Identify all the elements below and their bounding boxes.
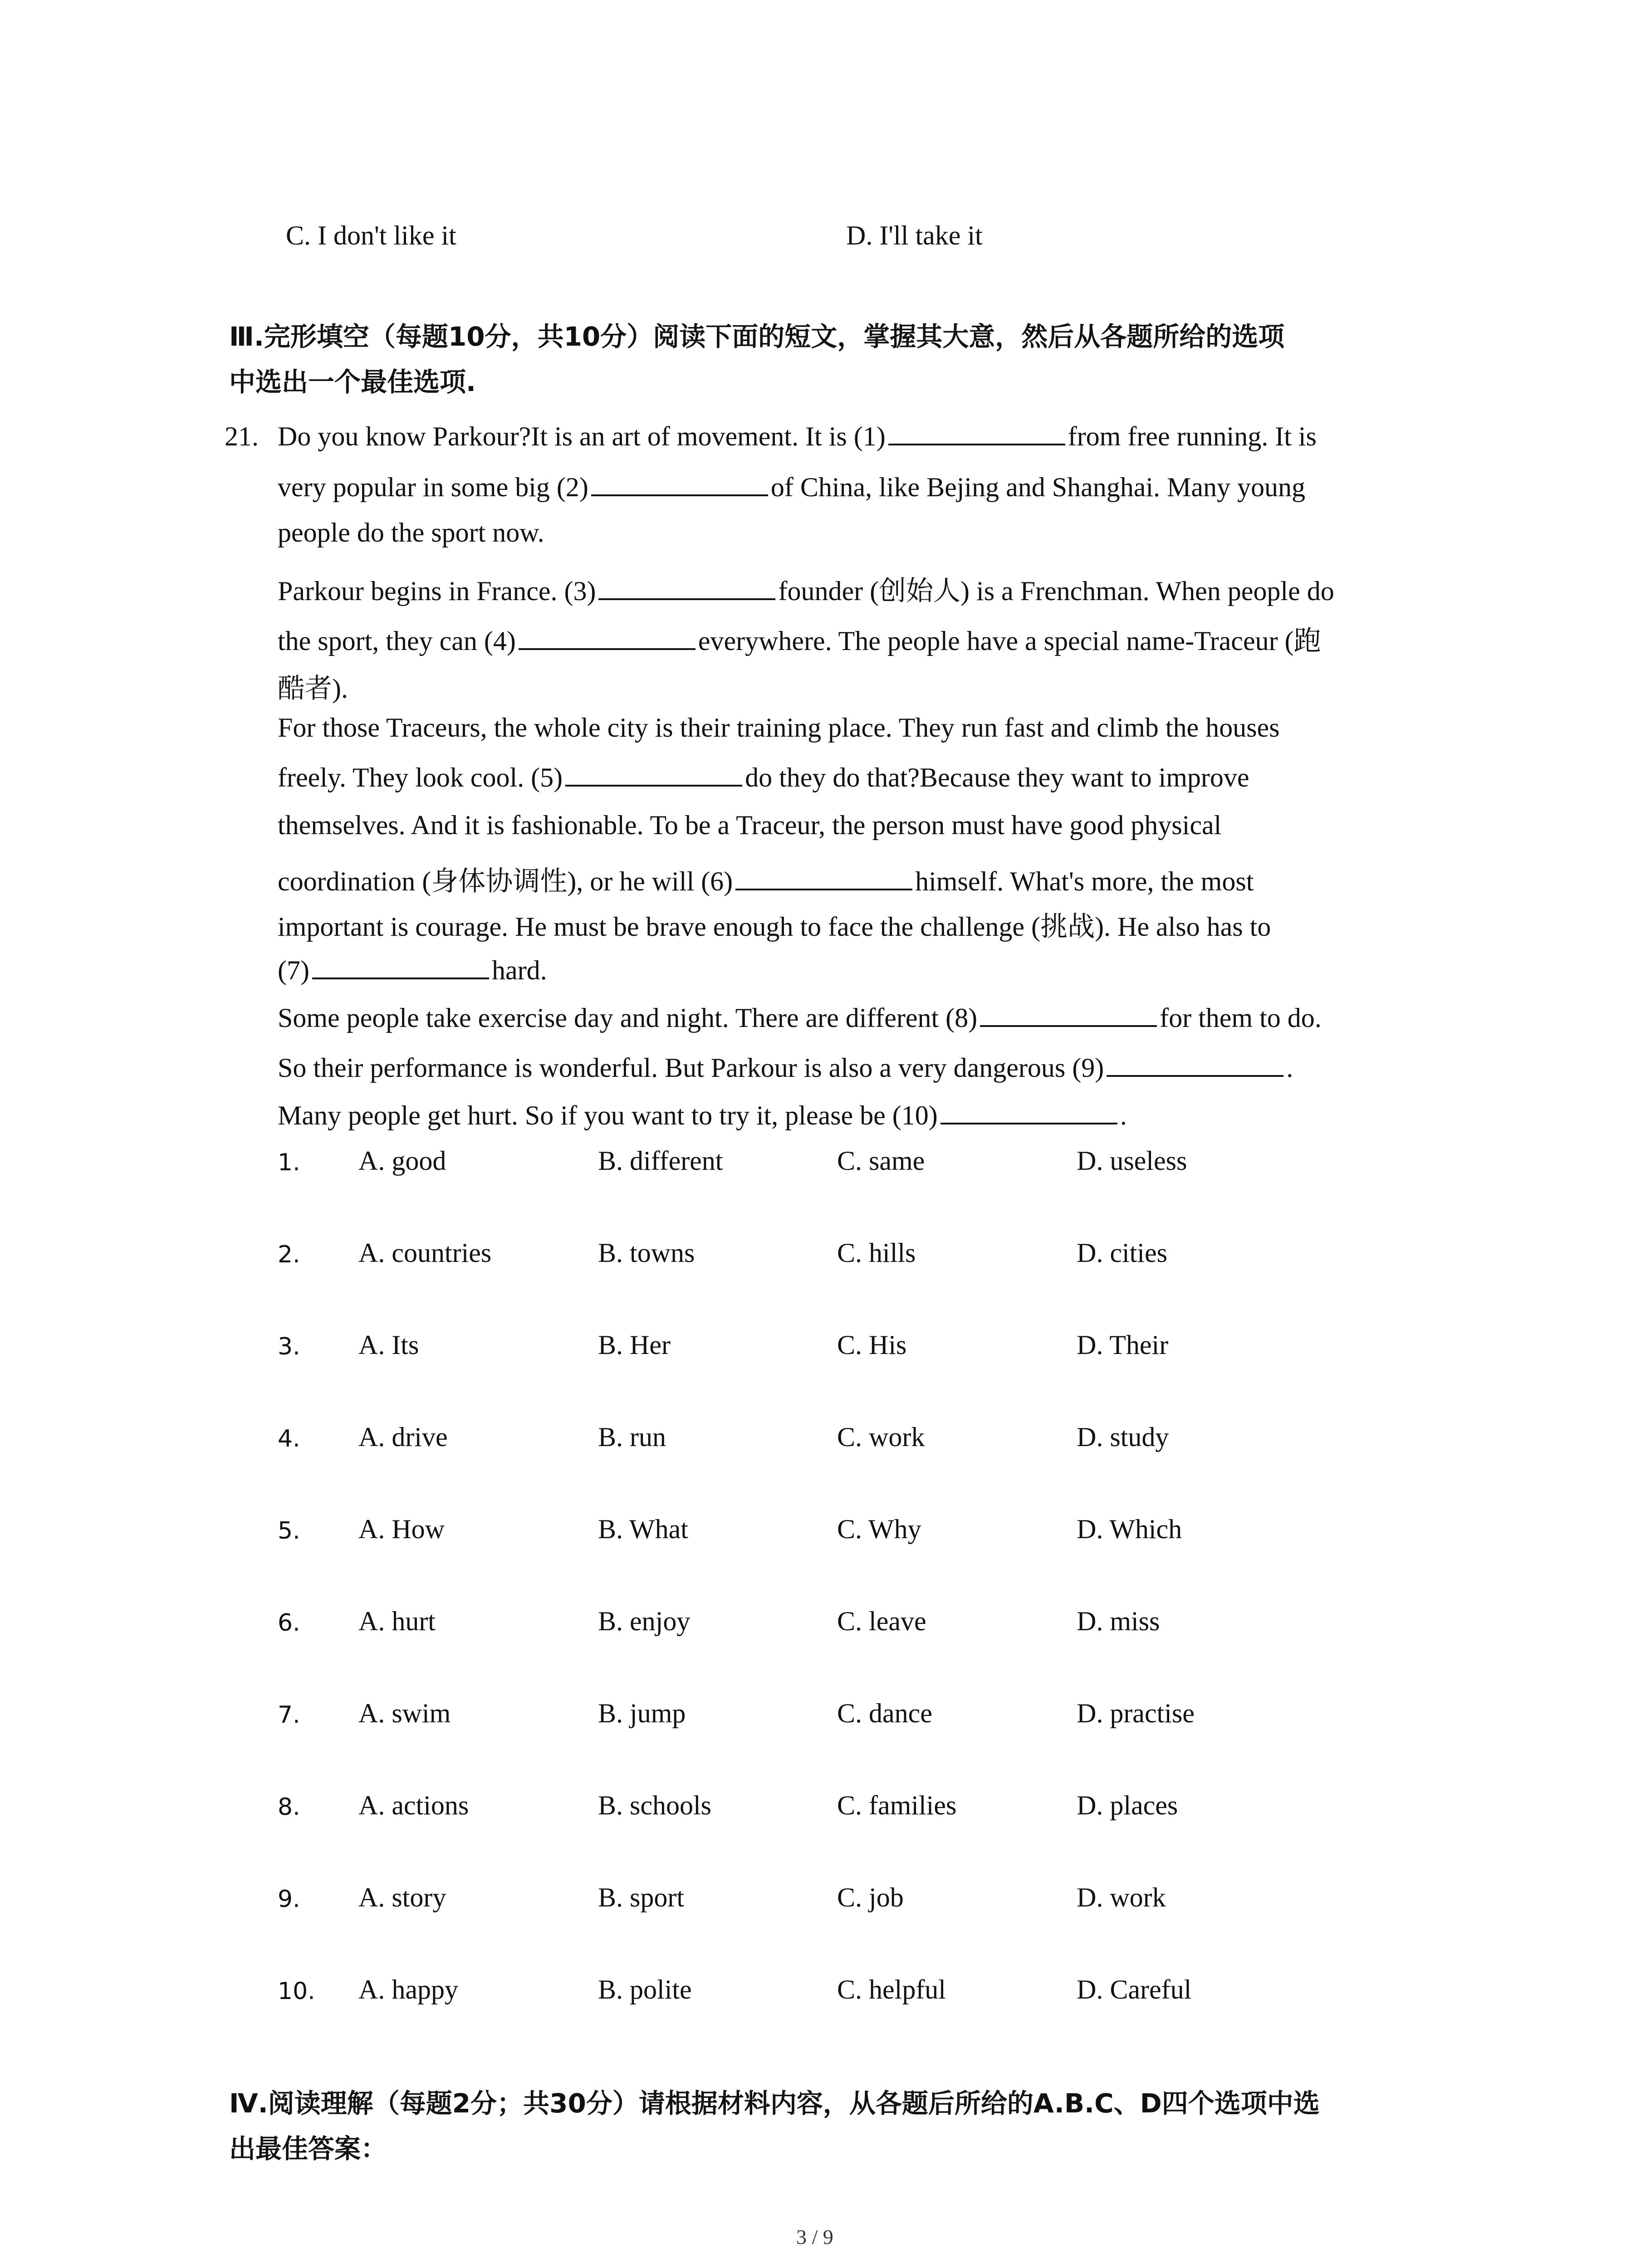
option-d[interactable]: D. practise [1077, 1698, 1195, 1728]
passage-text: Do you know Parkour?It is an art of movement. It is (1) [278, 421, 886, 451]
passage-text: of China, like Bejing and Shanghai. Many young [770, 472, 1306, 502]
passage-line [278, 421, 1317, 452]
option-number: 6. [278, 1609, 300, 1637]
passage-text: coordination (身体协调性), or he will (6) [278, 866, 733, 896]
answer-blank[interactable] [598, 576, 775, 600]
option-a[interactable]: A. story [358, 1882, 446, 1912]
option-c[interactable]: C. leave [837, 1606, 926, 1636]
passage-text: do they do that?Because they want to improve [745, 763, 1249, 792]
passage-text: important is courage. He must be brave enough to face the challenge (挑战). He also has to [278, 912, 1271, 942]
answer-blank[interactable] [941, 1100, 1117, 1124]
option-b[interactable]: B. schools [598, 1790, 712, 1820]
option-number: 5. [278, 1517, 300, 1545]
page-number: 3 / 9 [796, 2225, 833, 2248]
option-c[interactable]: C. hills [837, 1238, 916, 1268]
option-d[interactable]: D. useless [1077, 1146, 1187, 1176]
passage-line [278, 762, 1249, 793]
passage-line [278, 712, 1279, 743]
option-number: 7. [278, 1701, 300, 1729]
option-b[interactable]: B. towns [598, 1238, 695, 1268]
option-c[interactable]: C. Why [837, 1514, 921, 1544]
passage-text: very popular in some big (2) [278, 472, 588, 502]
passage-text: the sport, they can (4) [278, 626, 516, 656]
passage-line [278, 955, 547, 986]
option-c[interactable]: C. same [837, 1146, 925, 1176]
question-number: 21. [225, 421, 259, 451]
answer-blank[interactable] [591, 472, 768, 496]
passage-line [278, 667, 348, 706]
option-a[interactable]: A. swim [358, 1698, 451, 1728]
option-d-previous: D. I'll take it [846, 220, 983, 250]
answer-blank[interactable] [735, 866, 912, 890]
passage-line [278, 1002, 1322, 1034]
passage-text: themselves. And it is fashionable. To be a Traceur, the person must have good physical [278, 810, 1222, 840]
passage-text: from free running. It is [1068, 421, 1317, 451]
option-b[interactable]: B. Her [598, 1330, 671, 1360]
option-a[interactable]: A. Its [358, 1330, 419, 1360]
passage-text: freely. They look cool. (5) [278, 763, 563, 792]
option-a[interactable]: A. How [358, 1514, 445, 1544]
passage-text: himself. What's more, the most [915, 866, 1254, 896]
section-4-heading-line-2: 出最佳答案： [229, 2133, 387, 2164]
passage-text: Some people take exercise day and night. There are different (8) [278, 1003, 978, 1033]
passage-line [278, 569, 1334, 608]
passage-text: (7) [278, 955, 309, 985]
option-d[interactable]: D. cities [1077, 1238, 1167, 1268]
option-d[interactable]: D. work [1077, 1882, 1166, 1912]
passage-text: hard. [491, 955, 547, 985]
option-b[interactable]: B. sport [598, 1882, 685, 1912]
section-3-heading-line-1: Ⅲ.完形填空（每题10分，共10分）阅读下面的短文，掌握其大意，然后从各题所给的选项 [229, 321, 1285, 352]
passage-text: founder (创始人) is a Frenchman. When people do [778, 576, 1334, 606]
passage-line [278, 472, 1305, 503]
option-a[interactable]: A. actions [358, 1790, 469, 1820]
option-d[interactable]: D. study [1077, 1422, 1169, 1452]
option-a[interactable]: A. drive [358, 1422, 448, 1452]
option-number: 1. [278, 1149, 300, 1176]
option-c[interactable]: C. job [837, 1882, 904, 1912]
option-number: 8. [278, 1794, 300, 1821]
passage-text: Parkour begins in France. (3) [278, 576, 596, 606]
option-number: 4. [278, 1425, 300, 1452]
section-4-heading-line-1: Ⅳ.阅读理解（每题2分；共30分）请根据材料内容，从各题后所给的A.B.C、D四个选项中选 [229, 2088, 1320, 2119]
answer-blank[interactable] [1107, 1052, 1283, 1077]
answer-blank[interactable] [980, 1002, 1157, 1027]
option-c[interactable]: C. families [837, 1790, 957, 1820]
passage-line [278, 619, 1321, 658]
option-number: 10. [278, 1978, 315, 2005]
passage-line [278, 1100, 1127, 1131]
option-d[interactable]: D. miss [1077, 1606, 1160, 1636]
option-a[interactable]: A. good [358, 1146, 446, 1176]
option-d[interactable]: D. Their [1077, 1330, 1169, 1360]
option-b[interactable]: B. jump [598, 1698, 686, 1728]
option-a[interactable]: A. happy [358, 1975, 458, 2004]
passage-line [278, 517, 544, 548]
passage-text: . [1286, 1053, 1293, 1083]
option-c[interactable]: C. His [837, 1330, 907, 1360]
passage-line [278, 1052, 1293, 1084]
option-c[interactable]: C. helpful [837, 1975, 946, 2004]
option-number: 3. [278, 1333, 300, 1360]
answer-blank[interactable] [888, 421, 1065, 445]
option-b[interactable]: B. polite [598, 1975, 692, 2004]
answer-blank[interactable] [565, 762, 742, 787]
passage-line [278, 905, 1271, 944]
option-b[interactable]: B. different [598, 1146, 723, 1176]
passage-text: So their performance is wonderful. But Parkour is also a very dangerous (9) [278, 1053, 1104, 1083]
option-d[interactable]: D. Which [1077, 1514, 1182, 1544]
option-c[interactable]: C. dance [837, 1698, 932, 1728]
section-3-heading-line-2: 中选出一个最佳选项. [229, 367, 476, 397]
passage-text: . [1120, 1100, 1127, 1130]
option-a[interactable]: A. hurt [358, 1606, 436, 1636]
passage-text: everywhere. The people have a special name-Traceur (跑 [698, 626, 1321, 656]
option-b[interactable]: B. enjoy [598, 1606, 691, 1636]
option-c[interactable]: C. work [837, 1422, 925, 1452]
passage-text: 酷者). [278, 674, 348, 704]
answer-blank[interactable] [519, 626, 696, 650]
passage-text: people do the sport now. [278, 518, 544, 547]
option-b[interactable]: B. What [598, 1514, 688, 1544]
passage-text: for them to do. [1160, 1003, 1322, 1033]
option-b[interactable]: B. run [598, 1422, 666, 1452]
answer-blank[interactable] [312, 955, 489, 979]
option-c-previous: C. I don't like it [286, 220, 456, 250]
option-d[interactable]: D. Careful [1077, 1975, 1192, 2004]
option-number: 2. [278, 1241, 300, 1268]
option-d[interactable]: D. places [1077, 1790, 1178, 1820]
option-a[interactable]: A. countries [358, 1238, 492, 1268]
option-number: 9. [278, 1886, 300, 1913]
passage-line [278, 810, 1221, 841]
passage-text: For those Traceurs, the whole city is their training place. They run fast and climb the houses [278, 713, 1280, 743]
passage-line [278, 860, 1254, 899]
passage-text: Many people get hurt. So if you want to try it, please be (10) [278, 1100, 938, 1130]
